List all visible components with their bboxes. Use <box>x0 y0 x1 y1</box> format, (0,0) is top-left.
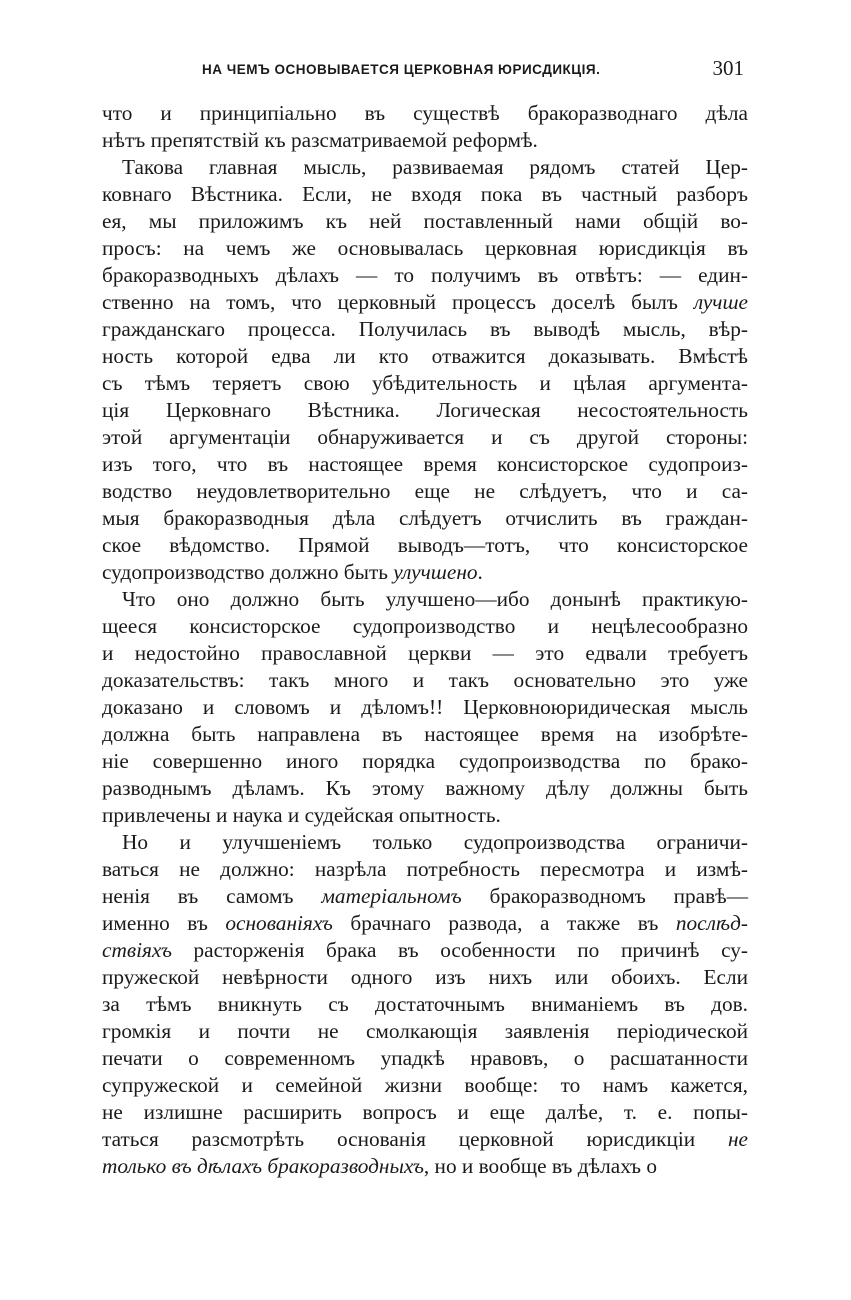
text-line <box>102 937 748 964</box>
line-text: расторженія брака въ особенности по причинѣ су- <box>171 938 748 962</box>
text-line <box>102 154 748 181</box>
text-line <box>102 235 748 262</box>
line-text: водство неудовлетворительно еще не слѣдуетъ, что и са- <box>102 479 748 503</box>
emphasis-text: не <box>727 1127 748 1151</box>
line-text: ковнаго Вѣстника. Если, не входя пока въ частный разборъ <box>102 182 748 206</box>
line-text: печати о современномъ упадкѣ нравовъ, о расшатанности <box>102 1046 748 1070</box>
text-line <box>102 424 748 451</box>
line-text: таться разсмотрѣть основанія церковной юрисдикціи <box>102 1127 728 1151</box>
line-text: просъ: на чемъ же основывалась церковная юрисдикція въ <box>102 236 748 260</box>
text-line <box>102 208 748 235</box>
text-line <box>102 964 748 991</box>
line-text: доказательствъ: такъ много и такъ основательно это уже <box>102 668 748 692</box>
text-line <box>102 910 748 937</box>
emphasis-text: ствіяхъ <box>102 938 172 962</box>
text-line <box>102 451 748 478</box>
line-text: . <box>477 560 483 584</box>
line-text: и недостойно православной церкви — это едвали требуетъ <box>102 641 748 665</box>
line-text: разводнымъ дѣламъ. Къ этому важному дѣлу должны быть <box>102 776 748 800</box>
text-line <box>102 316 748 343</box>
text-line <box>102 1072 748 1099</box>
text-line <box>102 100 748 127</box>
running-title: НА ЧЕМЪ ОСНОВЫВАЕТСЯ ЦЕРКОВНАЯ ЮРИСДИКЦІЯ. <box>202 62 601 77</box>
text-line <box>102 586 748 613</box>
text-line <box>102 991 748 1018</box>
text-line <box>102 829 748 856</box>
line-text: съ тѣмъ теряетъ свою убѣдительность и цѣлая аргумента- <box>102 371 748 395</box>
book-page <box>102 56 748 1180</box>
page-number: 301 <box>712 56 744 80</box>
line-text: бракоразводномъ правѣ— <box>461 884 748 908</box>
text-line <box>102 883 748 910</box>
line-text: Такова главная мысль, развиваемая рядомъ статей Цер- <box>122 155 748 179</box>
line-text: ность которой едва ли кто отважится доказывать. Вмѣстѣ <box>102 344 748 368</box>
line-text: ція Церковнаго Вѣстника. Логическая несостоятельность <box>102 398 748 422</box>
line-text: щееся консисторское судопроизводство и нецѣлесообразно <box>102 614 748 638</box>
line-text: именно въ <box>102 911 226 935</box>
emphasis-text: послѣд- <box>675 911 748 935</box>
text-line <box>102 640 748 667</box>
paragraph <box>102 154 748 586</box>
text-line <box>102 721 748 748</box>
line-text: , но и вообще въ дѣлахъ о <box>423 1154 658 1178</box>
text-line <box>102 505 748 532</box>
body-text <box>102 100 748 1180</box>
text-line <box>102 775 748 802</box>
line-text: этой аргументаціи обнаруживается и съ другой стороны: <box>102 425 748 449</box>
text-line <box>102 397 748 424</box>
line-text: бракоразводныхъ дѣлахъ — то получимъ въ отвѣтъ: — един- <box>102 263 748 287</box>
text-line <box>102 289 748 316</box>
line-text: ніе совершенно иного порядка судопроизводства по брако- <box>102 749 748 773</box>
emphasis-text: матеріальномъ <box>321 884 462 908</box>
line-text: привлечены и наука и судейская опытность. <box>102 803 501 827</box>
line-text: судопроизводство должно быть <box>102 560 394 584</box>
line-text: ея, мы приложимъ къ ней поставленный нами общій во- <box>102 209 748 233</box>
line-text: не излишне расширить вопросъ и еще далѣе, т. е. попы- <box>102 1100 748 1124</box>
text-line <box>102 1099 748 1126</box>
line-text: ненія въ самомъ <box>102 884 322 908</box>
emphasis-text: лучше <box>693 290 748 314</box>
line-text: нѣтъ препятствій къ разсматриваемой реформѣ. <box>102 128 538 152</box>
emphasis-text: основаніяхъ <box>225 911 333 935</box>
paragraph <box>102 100 748 154</box>
emphasis-text: улучшено <box>393 560 478 584</box>
text-line <box>102 532 748 559</box>
text-line <box>102 127 748 154</box>
paragraph <box>102 829 748 1180</box>
line-text: Но и улучшеніемъ только судопроизводства ограничи- <box>122 830 748 854</box>
text-line <box>102 802 748 829</box>
text-line <box>102 559 748 586</box>
line-text: что и принципіально въ существѣ бракоразводнаго дѣла <box>102 101 748 125</box>
text-line <box>102 1126 748 1153</box>
text-line <box>102 1018 748 1045</box>
text-line <box>102 478 748 505</box>
text-line <box>102 1153 748 1180</box>
line-text: доказано и словомъ и дѣломъ!! Церковноюридическая мысль <box>102 695 748 719</box>
text-line <box>102 694 748 721</box>
line-text: ваться не должно: назрѣла потребность пересмотра и измѣ- <box>102 857 748 881</box>
line-text: ское вѣдомство. Прямой выводъ—тотъ, что консисторское <box>102 533 748 557</box>
text-line <box>102 856 748 883</box>
text-line <box>102 343 748 370</box>
running-head <box>102 56 748 86</box>
line-text: брачнаго развода, а также въ <box>332 911 676 935</box>
text-line <box>102 262 748 289</box>
line-text: за тѣмъ вникнуть съ достаточнымъ вниманіемъ въ дов. <box>102 992 748 1016</box>
line-text: пружеской невѣрности одного изъ нихъ или обоихъ. Если <box>102 965 748 989</box>
text-line <box>102 748 748 775</box>
line-text: Что оно должно быть улучшено—ибо донынѣ практикую- <box>122 587 748 611</box>
line-text: супружеской и семейной жизни вообще: то намъ кажется, <box>102 1073 748 1097</box>
emphasis-text: только въ дѣлахъ бракоразводныхъ <box>102 1154 424 1178</box>
text-line <box>102 181 748 208</box>
text-line <box>102 370 748 397</box>
text-line <box>102 1045 748 1072</box>
line-text: мыя бракоразводныя дѣла слѣдуетъ отчислить въ граждан- <box>102 506 748 530</box>
text-line <box>102 667 748 694</box>
line-text: громкія и почти не смолкающія заявленія періодической <box>102 1019 748 1043</box>
paragraph <box>102 586 748 829</box>
line-text: ственно на томъ, что церковный процессъ доселѣ былъ <box>102 290 694 314</box>
line-text: должна быть направлена въ настоящее время на изобрѣте- <box>102 722 748 746</box>
text-line <box>102 613 748 640</box>
line-text: изъ того, что въ настоящее время консисторское судопроиз- <box>102 452 748 476</box>
line-text: гражданскаго процесса. Получилась въ выводѣ мысль, вѣр- <box>102 317 748 341</box>
